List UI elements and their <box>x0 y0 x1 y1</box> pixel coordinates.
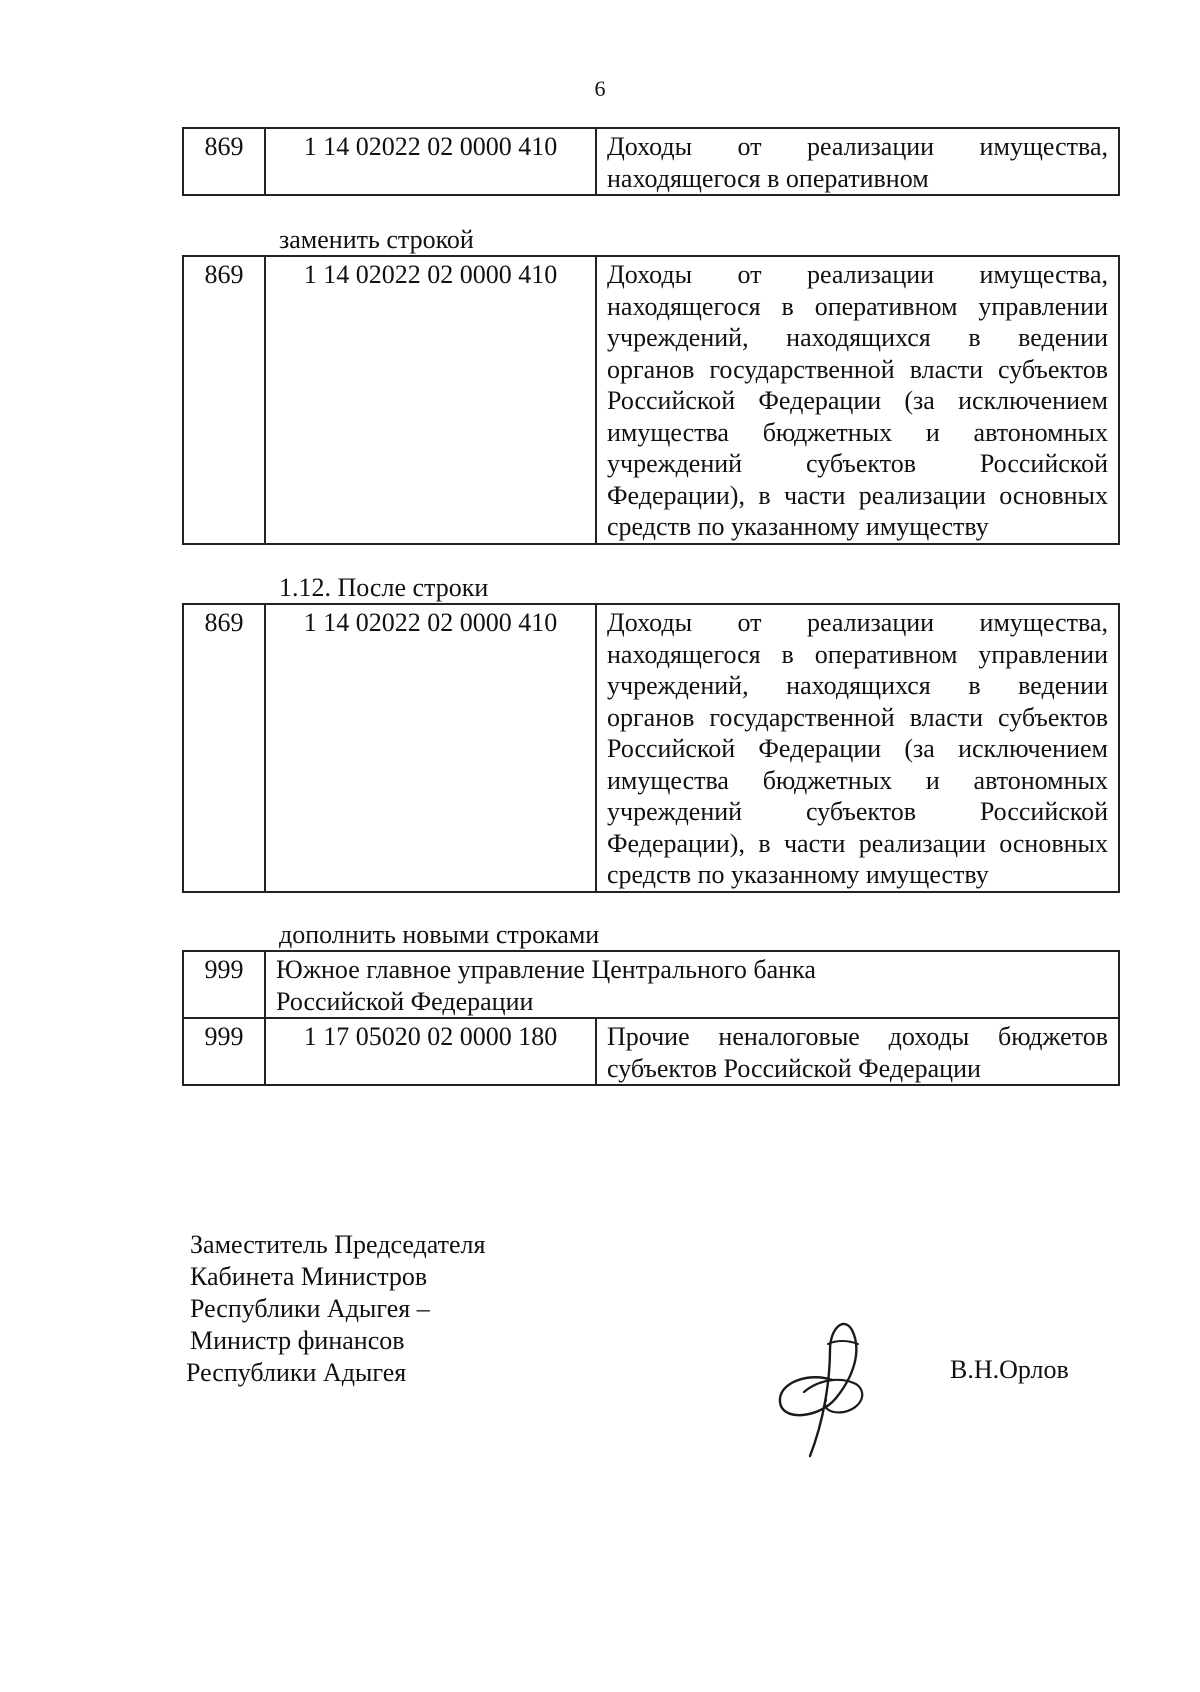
table-row <box>183 1018 1119 1085</box>
budget-code-cell: 1 14 02022 02 0000 410 <box>265 128 596 195</box>
page-number: 6 <box>594 76 606 101</box>
admin-code-cell: 999 <box>183 951 265 1018</box>
description-cell: Прочие неналоговые доходы бюджетов субъектов Российской Федерации <box>596 1018 1119 1085</box>
signatory-title-line: Заместитель Председателя <box>190 1230 486 1259</box>
table-row <box>183 604 1119 892</box>
table-new-rows <box>182 950 1120 1086</box>
table-row <box>183 256 1119 544</box>
table-replacement-row <box>182 255 1120 545</box>
label-add-rows: дополнить новыми строками <box>279 920 600 949</box>
label-replace: заменить строкой <box>279 225 474 254</box>
signer-name: В.Н.Орлов <box>950 1355 1069 1384</box>
signatory-title-line: Республики Адыгея – <box>190 1294 430 1323</box>
table-original-row <box>182 127 1120 196</box>
description-cell: Доходы от реализации имущества, находящегося в оперативном управлении учреждений, находящихся в ведении органов государственной власти субъектов Российской Федерации (за исключением имущества бюджетных и автономных учреждений субъектов Российской Федерации), в части реализации основных средств по указанному имуществу <box>596 604 1119 892</box>
admin-code-cell: 869 <box>183 128 265 195</box>
signatory-title-line: Кабинета Министров <box>190 1262 428 1291</box>
label-after-row: 1.12. После строки <box>279 573 489 602</box>
signatory-title-line: Министр финансов <box>190 1326 405 1355</box>
admin-code-cell: 869 <box>183 604 265 892</box>
handwritten-signature <box>770 1310 880 1460</box>
signatory-title <box>186 1229 486 1389</box>
budget-code-cell: 1 17 05020 02 0000 180 <box>265 1018 596 1085</box>
administrator-name-cell: Южное главное управление Центрального банка Российской Федерации <box>265 951 1119 1018</box>
table-row <box>183 951 1119 1018</box>
description-cell: Доходы от реализации имущества, находящегося в оперативном управлении учреждений, находящихся в ведении органов государственной власти субъектов Российской Федерации (за исключением имущества бюджетных и автономных учреждений субъектов Российской Федерации), в части реализации основных средств по указанному имуществу <box>596 256 1119 544</box>
table-row <box>183 128 1119 195</box>
description-cell: Доходы от реализации имущества, находящегося в оперативном <box>596 128 1119 195</box>
budget-code-cell: 1 14 02022 02 0000 410 <box>265 256 596 544</box>
budget-code-cell: 1 14 02022 02 0000 410 <box>265 604 596 892</box>
signatory-title-line: Республики Адыгея <box>186 1358 407 1387</box>
admin-code-cell: 869 <box>183 256 265 544</box>
table-reference-row <box>182 603 1120 893</box>
admin-code-cell: 999 <box>183 1018 265 1085</box>
